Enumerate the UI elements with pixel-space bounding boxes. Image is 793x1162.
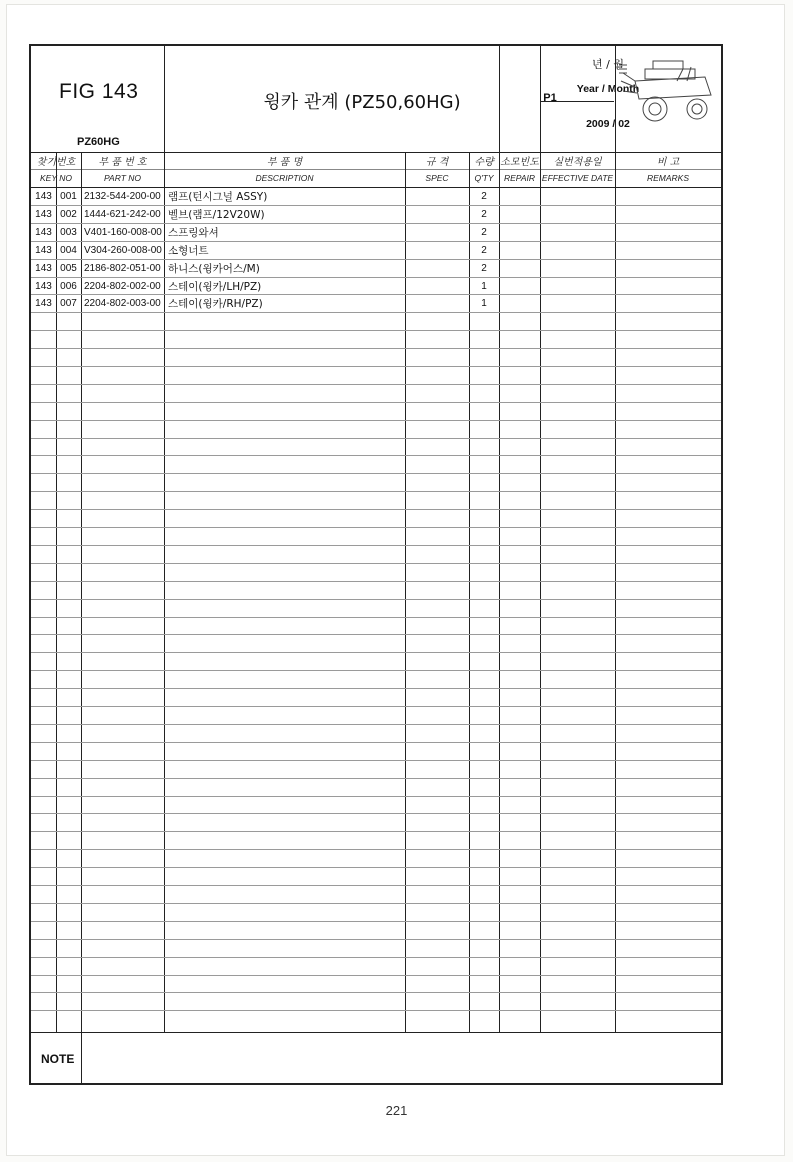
row-line xyxy=(31,849,721,850)
parts-list-frame xyxy=(29,44,723,1085)
row-line xyxy=(31,491,721,492)
col-sep-desc xyxy=(405,152,406,1032)
table-bottom xyxy=(31,1032,721,1033)
row-line xyxy=(31,957,721,958)
col-sep-qty xyxy=(499,152,500,1032)
part-number-cell: 2186-802-051-00 xyxy=(84,263,161,274)
description-cell: 소형너트 xyxy=(168,245,209,257)
index-cell: 002 xyxy=(60,209,77,220)
row-line xyxy=(31,652,721,653)
index-cell: 007 xyxy=(60,298,77,309)
key-cell: 143 xyxy=(35,281,52,292)
header-sep-2 xyxy=(499,46,500,152)
description-cell: 스테이(윙카/RH/PZ) xyxy=(168,298,263,310)
row-line xyxy=(31,992,721,993)
col-spec-kr: 규 격 xyxy=(425,157,449,168)
description-cell: 스프링와셔 xyxy=(168,227,219,239)
machine-icon xyxy=(617,51,721,129)
row-line xyxy=(31,581,721,582)
key-cell: 143 xyxy=(35,209,52,220)
row-line xyxy=(31,939,721,940)
note-sep xyxy=(81,1032,82,1085)
quantity-cell: 2 xyxy=(481,263,487,274)
quantity-cell: 1 xyxy=(481,281,487,292)
col-key-en: KEY NO xyxy=(40,173,72,183)
row-line xyxy=(31,509,721,510)
col-sep-repair xyxy=(540,152,541,1032)
part-number-cell: 2204-802-003-00 xyxy=(84,298,161,309)
row-line xyxy=(31,563,721,564)
part-number-cell: V401-160-008-00 xyxy=(84,227,162,238)
header-sep-4 xyxy=(615,46,616,152)
row-line xyxy=(31,778,721,779)
col-remarks-kr: 비 고 xyxy=(656,157,680,168)
col-repair-en: REPAIR xyxy=(503,173,536,183)
row-line xyxy=(31,831,721,832)
col-repair-kr: 소모빈도 xyxy=(500,157,539,168)
description-cell: 하니스(윙카어스/M) xyxy=(168,263,260,275)
row-line xyxy=(31,455,721,456)
model-name: PZ60HG xyxy=(77,136,120,148)
year-month-label-kr: 년 / 월 xyxy=(592,58,624,71)
col-desc-en: DESCRIPTION xyxy=(255,173,314,183)
row-line xyxy=(31,813,721,814)
col-eff-en: EFFECTIVE DATE xyxy=(541,173,614,183)
note-label: NOTE xyxy=(41,1052,75,1066)
col-eff-kr: 실번적용일 xyxy=(553,157,602,168)
row-line xyxy=(31,599,721,600)
part-number-cell: V304-260-008-00 xyxy=(84,245,162,256)
description-cell: 램프(턴시그널 ASSY) xyxy=(168,191,268,203)
row-line xyxy=(31,975,721,976)
page-number: 221 xyxy=(385,1103,408,1118)
key-cell: 143 xyxy=(35,227,52,238)
page-title: 윙카 관계 (PZ50,60HG) xyxy=(263,92,461,113)
index-cell: 006 xyxy=(60,281,77,292)
key-cell: 143 xyxy=(35,191,52,202)
row-line xyxy=(31,402,721,403)
col-sep-no xyxy=(81,152,82,1032)
row-line xyxy=(31,670,721,671)
col-desc-kr: 부 품 명 xyxy=(266,157,303,168)
quantity-cell: 2 xyxy=(481,209,487,220)
column-header-divider xyxy=(31,169,721,170)
row-line xyxy=(31,527,721,528)
row-line xyxy=(31,724,721,725)
col-part-en: PART NO xyxy=(104,173,141,183)
row-line xyxy=(31,634,721,635)
description-cell: 벨브(램프/12V20W) xyxy=(168,209,265,221)
row-line xyxy=(31,384,721,385)
row-line xyxy=(31,348,721,349)
row-line xyxy=(31,903,721,904)
description-cell: 스테이(윙카/LH/PZ) xyxy=(168,281,262,293)
index-cell: 005 xyxy=(60,263,77,274)
part-number-cell: 2204-802-002-00 xyxy=(84,281,161,292)
key-cell: 143 xyxy=(35,245,52,256)
key-cell: 143 xyxy=(35,298,52,309)
col-sep-part xyxy=(164,152,165,1032)
row-line xyxy=(31,796,721,797)
index-cell: 004 xyxy=(60,245,77,256)
row-line xyxy=(31,617,721,618)
col-key-kr: 찾기번호 xyxy=(36,157,76,168)
row-line xyxy=(31,760,721,761)
row-line xyxy=(31,688,721,689)
year-month-label-en: Year / Month xyxy=(576,83,640,95)
row-line xyxy=(31,420,721,421)
row-line xyxy=(31,330,721,331)
row-line xyxy=(31,438,721,439)
year-divider xyxy=(540,101,614,102)
issue-date: 2009 / 02 xyxy=(586,118,630,130)
row-line xyxy=(31,706,721,707)
part-number-cell: 1444-621-242-00 xyxy=(84,209,161,220)
figure-number: FIG 143 xyxy=(59,80,139,103)
row-line xyxy=(31,885,721,886)
quantity-cell: 1 xyxy=(481,298,487,309)
col-sep-eff xyxy=(615,152,616,1032)
index-cell: 003 xyxy=(60,227,77,238)
row-line xyxy=(31,545,721,546)
row-line xyxy=(31,867,721,868)
row-line xyxy=(31,921,721,922)
col-spec-en: SPEC xyxy=(425,173,449,183)
part-number-cell: 2132-544-200-00 xyxy=(84,191,161,202)
quantity-cell: 2 xyxy=(481,227,487,238)
quantity-cell: 2 xyxy=(481,245,487,256)
page-code: P1 xyxy=(543,92,557,104)
quantity-cell: 2 xyxy=(481,191,487,202)
header-sep-1 xyxy=(164,46,165,152)
header-sep-3 xyxy=(540,46,541,152)
col-part-kr: 부 품 번 호 xyxy=(98,157,147,168)
col-qty-en: Q'TY xyxy=(474,173,494,183)
col-remarks-en: REMARKS xyxy=(646,173,690,183)
col-qty-kr: 수량 xyxy=(474,157,494,168)
index-cell: 001 xyxy=(60,191,77,202)
key-cell: 143 xyxy=(35,263,52,274)
row-line xyxy=(31,742,721,743)
row-line xyxy=(31,1010,721,1011)
row-line xyxy=(31,366,721,367)
row-line xyxy=(31,473,721,474)
